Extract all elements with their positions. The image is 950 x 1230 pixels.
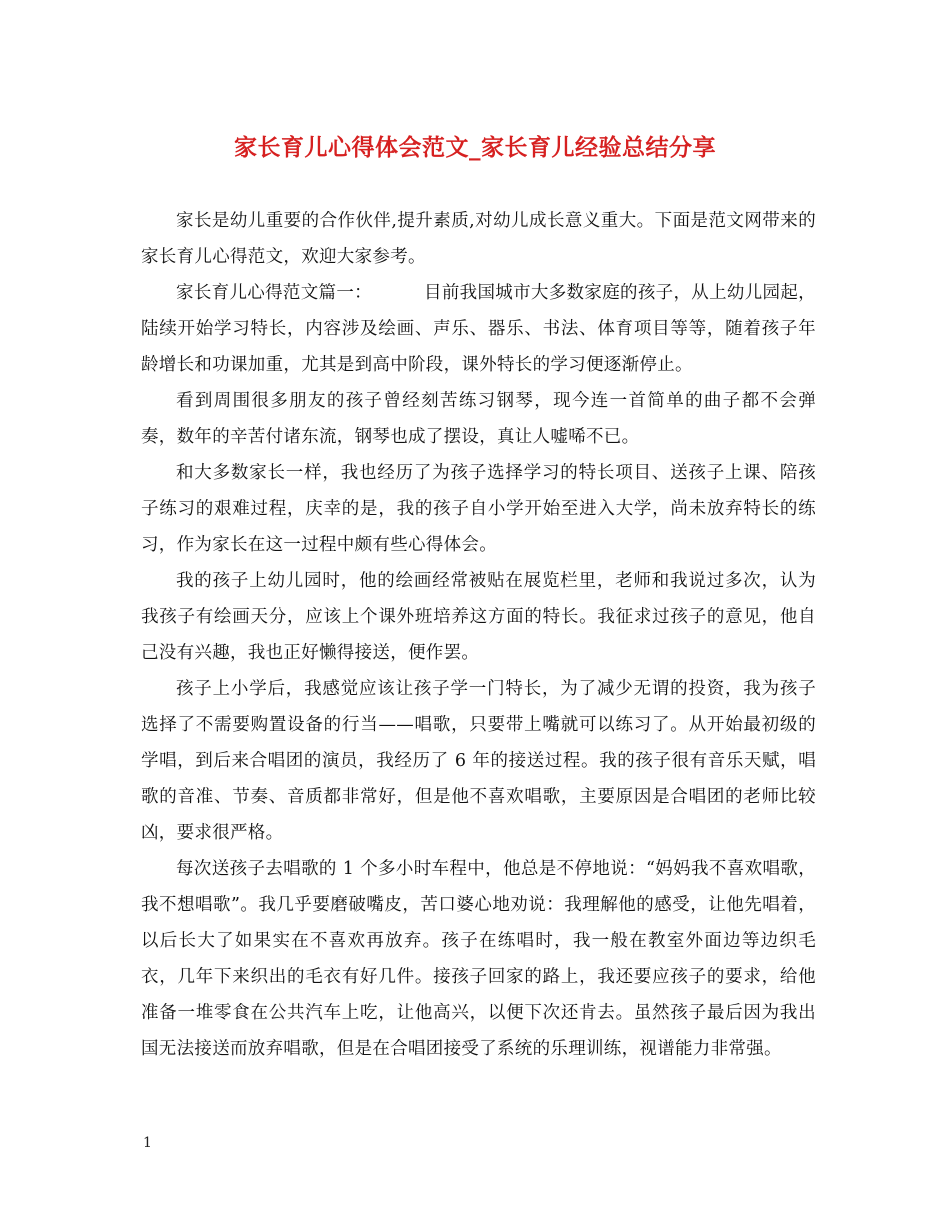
section-paragraph [141,275,816,383]
document-title: 家长育儿心得体会范文_家长育儿经验总结分享 [234,135,716,161]
intro-paragraph: 家长是幼儿重要的合作伙伴,提升素质,对幼儿成长意义重大。下面是范文网带来的家长育儿心得范文，欢迎大家参考。 [141,211,816,267]
body-paragraph: 孩子上小学后，我感觉应该让孩子学一门特长，为了减少无谓的投资，我为孩子选择了不需要购置设备的行当——唱歌，只要带上嘴就可以练习了。从开始最初级的学唱，到后来合唱团的演员，我经历了 6 年的接送过程。我的孩子很有音乐天赋，唱歌的音准、节奏、音质都非常好，但是他不喜欢唱歌，主要原因是合唱团的老师比较凶，要求很严格。 [141,679,816,843]
body-paragraph: 看到周围很多朋友的孩子曾经刻苦练习钢琴，现今连一首简单的曲子都不会弹奏，数年的辛苦付诸东流，钢琴也成了摆设，真让人嘘唏不已。 [141,391,816,447]
body-paragraph: 和大多数家长一样，我也经历了为孩子选择学习的特长项目、送孩子上课、陪孩子练习的艰难过程，庆幸的是，我的孩子自小学开始至进入大学，尚未放弃特长的练习，作为家长在这一过程中颇有些心得体会。 [141,463,816,555]
section-label: 家长育儿心得范文篇一： [176,283,372,303]
body-paragraph: 我的孩子上幼儿园时，他的绘画经常被贴在展览栏里，老师和我说过多次，认为我孩子有绘画天分，应该上个课外班培养这方面的特长。我征求过孩子的意见，他自己没有兴趣，我也正好懒得接送，便作罢。 [141,571,816,663]
page-number: 1 [143,1135,152,1151]
section-first-text: 目前我国城市大多数家庭的孩子，从上幼儿园起，陆续开始学习特长，内容涉及绘画、声乐、器乐、书法、体育项目等等，随着孩子年龄增长和功课加重，尤其是到高中阶段，课外特长的学习便逐渐停止。 [141,283,816,375]
body-paragraph: 每次送孩子去唱歌的 1 个多小时车程中，他总是不停地说：“妈妈我不喜欢唱歌，我不想唱歌”。我几乎要磨破嘴皮，苦口婆心地劝说：我理解他的感受，让他先唱着，以后长大了如果实在不喜欢再放弃。孩子在练唱时，我一般在教室外面边等边织毛衣，几年下来织出的毛衣有好几件。接孩子回家的路上，我还要应孩子的要求，给他准备一堆零食在公共汽车上吃，让他高兴，以便下次还肯去。虽然孩子最后因为我出国无法接送而放弃唱歌，但是在合唱团接受了系统的乐理训练，视谱能力非常强。 [141,859,816,1059]
document-body [141,203,816,1067]
